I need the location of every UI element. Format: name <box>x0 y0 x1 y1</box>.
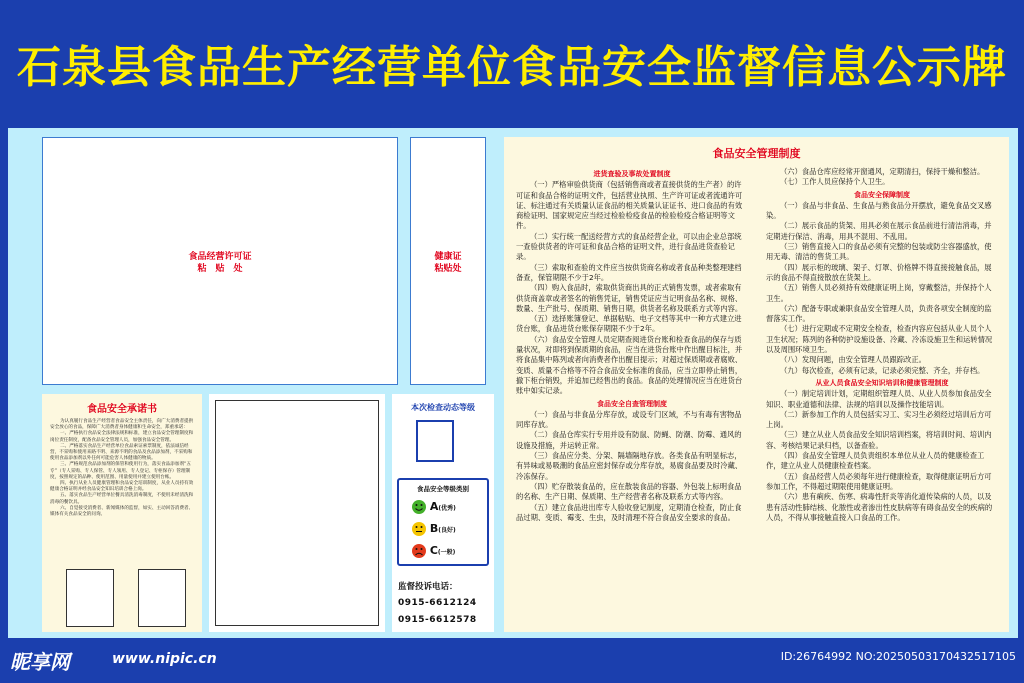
photo-frame-left <box>66 569 114 627</box>
rules-panel <box>504 137 1009 632</box>
rules-right-column <box>766 167 998 523</box>
rules-paragraph: （三）建立从业人员食品安全知识培训档案，将培训时间、培训内容、考核结果记录归档，以备查验。 <box>766 430 992 450</box>
rules-paragraph: （二）实行统一配送经营方式的食品经营企业，可以由企业总部统一查验供货者的许可证和食品合格的证明文件，进行食品进货查验记录。 <box>516 231 742 262</box>
site-url: www.nipic.cn <box>112 651 217 667</box>
rules-paragraph: （二）新参加工作的人员包括实习工、实习生必须经过培训后方可上岗。 <box>766 409 992 430</box>
health-slot-line1: 健康证 <box>434 252 462 262</box>
grade-desc: (优秀) <box>438 505 456 512</box>
rules-section-heading: 食品安全保障制度 <box>854 190 910 199</box>
rules-paragraph: （八）发现问题，由安全管理人员跟踪改正。 <box>780 355 926 365</box>
smiley-face-icon <box>412 500 426 514</box>
health-slot-line2: 粘贴处 <box>434 264 462 274</box>
neutral-face-icon <box>412 522 426 536</box>
rules-paragraph: （二）展示食品的货架、用具必须在展示食品前进行清洁消毒，并定期进行保洁、消毒，用具不混用、不乱用。 <box>766 221 992 241</box>
rules-paragraph: （一）制定培训计划，定期组织管理人员、从业人员参加食品安全知识、职业道德和法律、法规的培训以及操作技能培训。 <box>766 389 992 409</box>
rules-left-column <box>516 167 748 523</box>
rules-paragraph: （六）食品仓库应经常开窗通风，定期清扫，保持干燥和整洁。 <box>780 167 985 176</box>
sad-face-icon <box>412 544 426 558</box>
commitment-item: 六、自觉接受消费者、新闻媒体的监督，如实、主动回答消费者、媒体有关食品安全的问询。 <box>50 505 194 518</box>
rules-paragraph: （五）建立食品进出库专人验收登记制度，定期清仓检查，防止食品过期、变质、霉变、生虫，及时清理不符合食品安全要求的食品。 <box>516 502 742 522</box>
commitment-intro: 为认真履行食品生产经营者食品安全主体责任，向广大消费者提供安全放心的食品，保障广大消费者身体健康和生命安全，郑重承诺： <box>50 419 194 431</box>
inspection-title: 本次检查动态等级 <box>411 403 475 412</box>
rules-paragraph: （六）患有痢疾、伤寒、病毒性肝炎等消化道传染病的人员，以及患有活动性肺结核、化脓性或者渗出性皮肤病等有碍食品安全的疾病的人员，不得从事接触直接入口食品的工作。 <box>766 492 993 522</box>
hotline-phone-2: 0915-6612578 <box>398 615 477 625</box>
rules-section-heading: 食品安全自查管理制度 <box>597 399 667 408</box>
grade-letter: A <box>429 500 439 513</box>
rules-title: 食品安全管理制度 <box>712 147 801 160</box>
photo-frame-right <box>138 569 186 627</box>
rules-paragraph: （五）选择账簿登记、单据粘贴、电子文档等其中一种方式建立进货台账，食品进货台账保存期限不少于2年。 <box>516 314 742 334</box>
rules-paragraph: （三）索取和查验的文件应当按供货商名称或者食品种类整理建档备查，保管期限不少于2年。 <box>516 262 742 282</box>
rules-paragraph: （七）工作人员应保持个人卫生。 <box>780 177 890 187</box>
hotline-label: 监督投诉电话： <box>398 582 458 592</box>
grade-row-a <box>412 500 492 520</box>
commitment-panel <box>42 394 202 632</box>
grades-title: 食品安全等级类别 <box>417 485 469 493</box>
license-slot-line2: 粘 贴 处 <box>197 264 243 274</box>
rules-paragraph: （七）进行定期或不定期安全检查，检查内容应包括从业人员个人卫生状况；陈列的各种防护设施设备、冷藏、冷冻设施卫生和运转情况以及周围环境卫生。 <box>766 324 993 355</box>
license-slot <box>42 137 398 385</box>
commitment-item: 一、严格执行食品安全法律法规和标准，建立食品安全管理制度和岗位责任制度，配备食品安全管理人员，加强食品安全管理。 <box>50 431 194 443</box>
grade-row-b <box>412 522 492 542</box>
grade-desc: (良好) <box>438 527 456 534</box>
image-id: ID:26764992 NO:20250503170432517105 <box>780 650 1016 663</box>
rules-paragraph: （六）配备专职或兼职食品安全管理人员，负责各项安全制度的监督落实工作。 <box>766 303 992 324</box>
page-title: 石泉县食品生产经营单位食品安全监督信息公示牌 <box>17 42 1007 93</box>
rules-paragraph: （四）贮存散装食品的，应在散装食品的容器、外包装上标明食品的名称、生产日期、保质期、生产经营者名称及联系方式等内容。 <box>516 481 742 502</box>
rules-paragraph: （五）食品经营人员必须每年进行健康检查，取得健康证明后方可参加工作，不得超过期限使用健康证明。 <box>766 471 992 491</box>
commitment-item: 二、严格落实食品生产经营单位食品索证索票制度，依法诚信经营，不采购和使用来路不明、来源不明的食品及食品添加剂，不采购和使用食品添加剂以外任何可能危害人体健康的物质。 <box>50 443 193 462</box>
rules-paragraph: （一）食品与非食品分库存放，或设专门区域，不与有毒有害物品同库存放。 <box>516 409 742 430</box>
rules-paragraph: （九）每次检查，必须有记录，记录必须完整、齐全，并存档。 <box>780 365 985 375</box>
rules-paragraph: （五）销售人员必须持有效健康证明上岗，穿戴整洁，并保持个人卫生。 <box>766 283 992 303</box>
grade-letter: C <box>429 544 438 557</box>
license-slot-line1: 食品经营许可证 <box>188 252 252 262</box>
rules-paragraph: （四）展示柜的玻璃、架子、灯罩、价格牌不得直接接触食品，展示的食品不得直接散放在货架上。 <box>766 262 992 282</box>
rules-paragraph: （一）严格审验供货商（包括销售商或者直接供货的生产者）的许可证和食品合格的证明文件，包括营业执照、生产许可证或者流通许可证、标注通过有关质量认证食品的相关质量认证证书、进口食品的有效商检证明、国家规定应当经过检验检疫食品的检验检疫合格证明等文件。 <box>516 180 743 231</box>
rules-paragraph: （二）食品仓库实行专用并设有防鼠、防蝇、防潮、防霉、通风的设施及措施，并运转正常。 <box>516 430 742 450</box>
rules-section-heading: 进货查验及事故处置制度 <box>593 170 671 178</box>
commitment-title: 食品安全承诺书 <box>87 404 157 415</box>
rules-paragraph: （一）食品与非食品、生食品与熟食品分开摆放，避免食品交叉感染。 <box>766 200 992 221</box>
site-logo: 昵享网 <box>10 650 70 674</box>
commitment-item: 三、严格规范食品添加剂的保管和使用行为，落实食品添加剂“五专”（专人采购、专人保管、专人领用、专人登记、专柜保存）管理制度，按照规定的品种、使用范围、用量使用并建立使用台帐。 <box>50 462 192 480</box>
rules-paragraph: （四）食品安全管理人员负责组织本单位从业人员的健康检查工作，建立从业人员健康检查档案。 <box>766 451 985 471</box>
notice-slot <box>209 394 385 632</box>
grade-row-c <box>412 544 492 564</box>
grade-desc: (一般) <box>437 549 456 556</box>
rules-section-heading: 从业人员食品安全知识培训和健康管理制度 <box>815 378 949 387</box>
notice-frame <box>215 400 379 626</box>
rules-paragraph: （四）购入食品时，索取供货商出具的正式销售发票，或者索取有供货商盖章或者签名的销售凭证，销售凭证应当记明食品名称、规格、数量、生产批号、保质期、销售日期，供货者名称及联系方式等内容。 <box>516 283 743 313</box>
commitment-item: 四、执行从业人员健康管理和食品安全培训制度，从业人员持有效健康合格证明并经食品安全知识培训合格上岗。 <box>50 481 194 493</box>
rules-paragraph: （六）食品安全管理人员定期查阅进货台账和检查食品的保存与质量状况，对即将到保质期的食品，应当在进货台账中作出醒目标注，并将食品集中陈列或者向消费者作出醒目提示；对超过保质期或者腐败、变质、质量不合格等不符合食品安全标准的食品，应当立即停止销售，撤下柜台销毁，并追加已经售出的食品。食品的处理情况应当在进货台账中如实记录。 <box>516 334 743 396</box>
rules-paragraph: （三）食品应分类、分架、隔墙隔地存放。各类食品有明显标志，有异味或易吸潮的食品应密封保存或分库存放，易腐食品要及时冷藏、冷冻保存。 <box>516 451 743 481</box>
grade-letter: B <box>429 522 439 535</box>
rules-paragraph: （三）销售直接入口的食品必须有完整的包装或防尘容器盛放，使用无毒、清洁的售货工具。 <box>766 242 992 262</box>
health-slot <box>410 137 486 385</box>
grade-box <box>416 420 454 462</box>
commitment-item: 五、落实食品生产经营单位餐具清洗消毒制度，不使用未经清洗和消毒的餐饮具。 <box>50 493 194 505</box>
hotline-phone-1: 0915-6612124 <box>398 598 477 608</box>
